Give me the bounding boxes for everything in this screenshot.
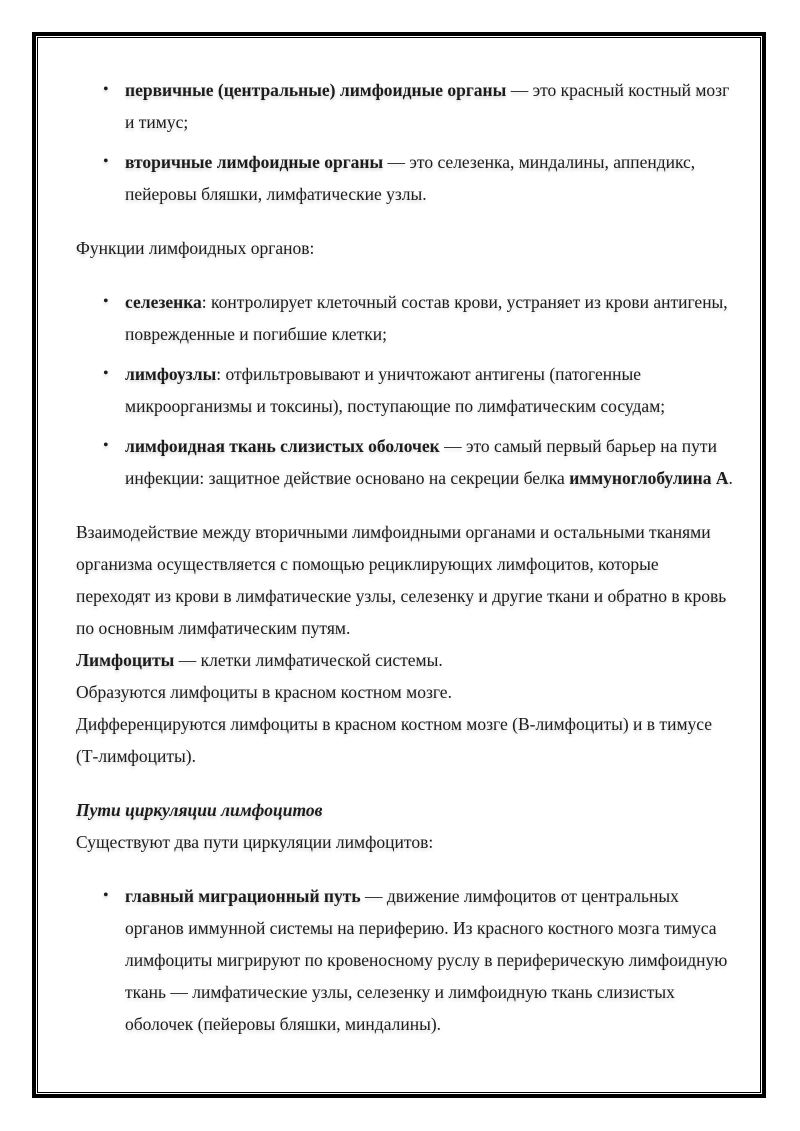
term: селезенка [125,292,202,312]
list-item [76,74,736,138]
term: вторичные лимфоидные органы [125,152,384,172]
definition: — клетки лимфатической системы. [174,650,443,670]
differentiation-paragraph: Дифференцируются лимфоциты в красном костном мозге (В-лимфоциты) и в тимусе (Т-лимфоциты). [76,714,713,766]
definition: — это красный костный мозг и тимус; [125,80,730,132]
definition: : контролирует клеточный состав крови, устраняет из крови антигены, поврежденные и погибшие клетки; [125,292,728,344]
list-item [76,880,736,1040]
term: лимфоидная ткань слизистых оболочек [125,436,440,456]
bullet-icon: • [103,365,109,382]
list-item [76,286,736,350]
bullet-icon: • [103,887,109,904]
definition: — движение лимфоцитов от центральных органов иммунной системы на периферию. Из красного костного мозга тимуса лимфоциты мигрируют по кровеносному руслу в периферическую лимфоидную ткань — лимфатические узлы, селезенку и лимфоидную ткань слизистых оболочек (пейеровы бляшки, миндалины). [125,886,728,1034]
functions-list [76,286,736,494]
list-item [76,358,736,422]
bullet-icon: • [103,293,109,310]
section-title: Пути циркуляции лимфоцитов [76,800,323,820]
lymphocytes-definition [76,644,736,676]
definition: . [728,468,733,488]
lymphoid-organs-list [76,74,736,210]
term: первичные (центральные) лимфоидные органы [125,80,507,100]
definition: — это самый первый барьер на пути инфекции: защитное действие основано на секреции белка [125,436,717,488]
circulation-intro: Существуют два пути циркуляции лимфоцитов: [76,832,434,852]
document-body [76,74,736,1048]
list-item [76,146,736,210]
bullet-icon: • [103,153,109,170]
list-item [76,430,736,494]
interaction-paragraph: Взаимодействие между вторичными лимфоидными органами и остальными тканями организма осуществляется с помощью рециклирующих лимфоцитов, которые переходят из крови в лимфатические узлы, селезенку и другие ткани и обратно в кровь по основным лимфатическим путям. [76,522,727,638]
formation-paragraph: Образуются лимфоциты в красном костном мозге. [76,682,452,702]
circulation-list [76,880,736,1040]
term: Лимфоциты [76,650,175,670]
term: лимфоузлы [125,364,217,384]
term: главный миграционный путь [125,886,361,906]
definition: : отфильтровывают и уничтожают антигены (патогенные микроорганизмы и токсины), поступающие по лимфатическим сосудам; [125,364,666,416]
bullet-icon: • [103,81,109,98]
bullet-icon: • [103,437,109,454]
term: иммуноглобулина А [569,468,729,488]
definition: — это селезенка, миндалины, аппендикс, пейеровы бляшки, лимфатические узлы. [125,152,696,204]
functions-heading: Функции лимфоидных органов: [76,238,315,258]
